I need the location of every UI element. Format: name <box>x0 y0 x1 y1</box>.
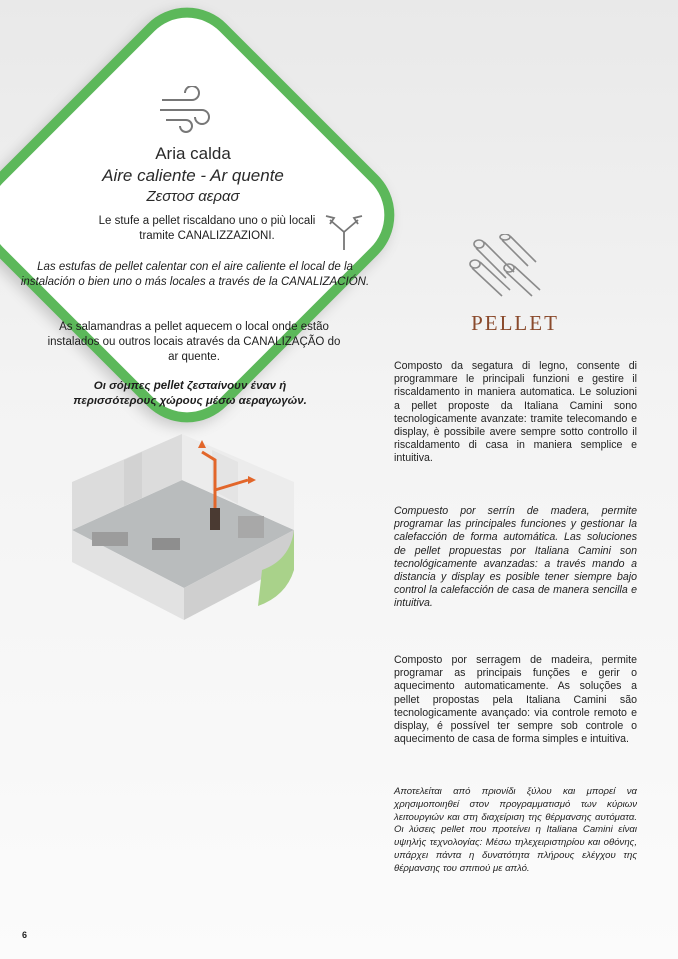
heating-text-spanish: Las estufas de pellet calentar con el aire caliente el local de la instalación o bien uno o más locales a través de la CANALIZACIÓN. <box>20 261 370 288</box>
heating-text-italian: Le stufe a pellet riscaldano uno o più locali tramite CANALIZZAZIONI. <box>98 215 316 242</box>
title-spanish-portuguese: Aire caliente - Ar quente <box>102 166 284 185</box>
title-greek: Ζεστοσ αερασ <box>146 188 240 205</box>
pellet-text-spanish: Compuesto por serrín de madera, permite programar las principales funciones y gestionar la calefacción de forma automática. Las soluciones de pellet propuestas por Italiana Camini son tecnológicamente avanzadas: a través mando a distancia y display es posible tener siempre bajo control la calefacción de casa de manera sencilla e intuitiva. <box>394 505 637 610</box>
wind-icon <box>158 86 218 136</box>
pellet-logs-icon <box>462 234 546 304</box>
pellet-text-portuguese: Composto por serragem de madeira, permite programar as principais funções e gerir o aquecimento automaticamente. As soluções a pellet propostas pela Italiana Camini são tecnologicamente avançado: via controle remoto e display, é possível ter sempre sob controle o aquecimento de casa de forma simples e intuitiva. <box>394 654 637 746</box>
house-cutaway-illustration <box>62 420 302 630</box>
hot-air-arrows-icon <box>322 212 366 252</box>
pellet-title: PELLET <box>471 311 559 335</box>
heating-text-portuguese: As salamandras a pellet aquecem o local onde estão instalados ou outros locais através da CANALIZAÇÃO do ar quente. <box>47 321 341 363</box>
heating-text-greek: Οι σόμπες pellet ζεσταίνουν έναν ή περισσότερους χώρους μέσω αεραγωγών. <box>73 380 307 407</box>
pellet-text-greek: Αποτελείται από πριονίδι ξύλου και μπορεί να χρησιμοποιηθεί στον προγραμματισμό των κύριων λειτουργιών και στη διαχείριση της θέρμανσης αυτόματα. Οι λύσεις pellet που προτείνει η Italiana Camini είναι υψηλής τεχνολογίας: Μέσω τηλεχειριστηρίου και οθόνης, υπάρχει πάντα η δυνατότητα πλήρους ελέγχου της θέρμανσης του σπιτιού με απλό. <box>394 786 637 874</box>
pellet-text-italian: Composto da segatura di legno, consente di programmare le principali funzioni e gestire il riscaldamento in maniera automatica. Le soluzioni a pellet proposte da Italiana Camini sono tecnologicamente avanzate: tramite telecomando e display, è possibile avere sempre sotto controllo il riscaldamento di casa in maniera semplice e intuitiva. <box>394 360 637 465</box>
title-italian: Aria calda <box>155 144 231 163</box>
page-number: 6 <box>22 930 28 940</box>
